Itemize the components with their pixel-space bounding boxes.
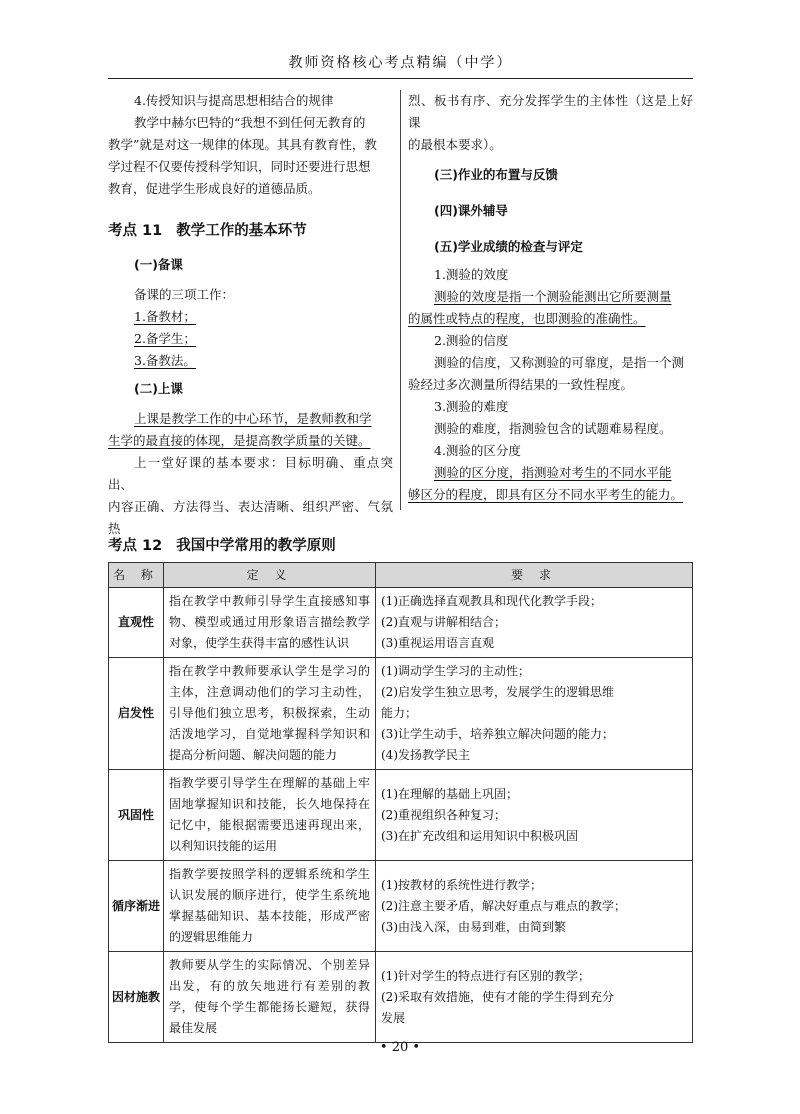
principle-requirements: (1)在理解的基础上巩固； (2)重视组织各种复习； (3)在扩充改组和运用知识中积极巩固: [376, 770, 693, 861]
section-title: 教学工作的基本环节: [176, 223, 307, 239]
column-header-requirements: 要 求: [376, 563, 693, 588]
paragraph-line: 验经过多次测量所得结果的一致性程度。: [408, 377, 634, 392]
principle-requirements: (1)针对学生的特点进行有区别的教学； (2)采取有效措施，使有才能的学生得到充分 发展: [376, 952, 693, 1043]
principle-requirements: (1)按教材的系统性进行教学； (2)注意主要矛盾，解决好重点与难点的教学； (3)由浅入深，由易到难，由简到繁: [376, 861, 693, 952]
header-rule: [108, 78, 693, 79]
principle-definition: 指在教学中教师要承认学生是学习的主体，注意调动他们的学习主动性，引导他们独立思考，积极探索，生动活泼地学习，自觉地掌握科学知识和提高分析问题、解决问题的能力: [164, 658, 376, 770]
paragraph-line: 烈、板书有序、充分发挥学生的主体性（这是上好课: [408, 93, 693, 130]
section-11-heading: [108, 220, 393, 242]
subsection-heading: (三)作业的布置与反馈: [434, 167, 558, 182]
item-heading: 1.测验的效度: [434, 267, 509, 282]
paragraph-line: 的属性或特点的程度，也即测验的准确性。: [408, 311, 646, 326]
table-row: [109, 658, 693, 770]
paragraph-line: 测验的区分度，指测验对考生的不同水平能: [434, 465, 672, 480]
paragraph-line: 内容正确、方法得当、表达清晰、组织严密、气氛热: [108, 499, 393, 536]
law-paragraph-line: 教育，促进学生形成良好的道德品质。: [108, 181, 321, 196]
column-header-name: 名 称: [109, 563, 164, 588]
page-number: • 20 •: [379, 1040, 421, 1055]
item-heading: 4.测验的区分度: [434, 443, 521, 458]
section-number: 考点 12: [108, 538, 163, 554]
principle-requirements: (1)正确选择直观教具和现代化教学手段； (2)直观与讲解相结合； (3)重视运用语言直观: [376, 588, 693, 658]
paragraph-line: 测验的难度，指测验包含的试题难易程度。: [434, 421, 672, 436]
table-row: [109, 588, 693, 658]
list-item: 3.备教法。: [134, 353, 196, 368]
law-paragraph-line: 学过程不仅要传授科学知识，同时还要进行思想: [108, 159, 371, 174]
paragraph-line: 的最根本要求）。: [408, 137, 502, 152]
principle-name: 巩固性: [109, 770, 164, 861]
principle-name: 直观性: [109, 588, 164, 658]
principle-name: 因材施教: [109, 952, 164, 1043]
subsection-heading: (五)学业成绩的检查与评定: [434, 239, 583, 254]
paragraph-line: 上一堂好课的基本要求：目标明确、重点突出、: [108, 455, 393, 492]
paragraph-line: 测验的信度，又称测验的可靠度，是指一个测: [434, 355, 685, 370]
paragraph: 备课的三项工作：: [134, 287, 235, 302]
column-divider: [400, 90, 401, 510]
running-header: 教师资格核心考点精编（中学）: [288, 55, 513, 71]
table-row: [109, 770, 693, 861]
table-header-row: [109, 563, 693, 588]
paragraph-line: 够区分的程度，即具有区分不同水平考生的能力。: [408, 487, 684, 502]
list-item: 1.备教材；: [134, 309, 196, 324]
section-12-heading: [108, 534, 336, 555]
left-column: [108, 90, 393, 540]
principle-name: 循序渐进: [109, 861, 164, 952]
table-row: [109, 952, 693, 1043]
principle-definition: 指教学要引导学生在理解的基础上牢固地掌握知识和技能，长久地保持在记忆中，能根据需要迅速再现出来，以利知识技能的运用: [164, 770, 376, 861]
law-paragraph-line: 教学中赫尔巴特的“我想不到任何无教育的: [134, 115, 366, 130]
law-heading: 4.传授知识与提高思想相结合的规律: [134, 93, 334, 108]
principle-definition: 教师要从学生的实际情况、个别差异出发，有的放矢地进行有差别的教学，使每个学生都能扬长避短，获得最佳发展: [164, 952, 376, 1043]
teaching-principles-table: [108, 562, 693, 1043]
paragraph-line: 上课是教学工作的中心环节，是教师教和学: [134, 411, 372, 426]
paragraph-line: 测验的效度是指一个测验能测出它所要测量: [434, 289, 672, 304]
section-title: 我国中学常用的教学原则: [176, 538, 336, 554]
subsection-heading: (二)上课: [134, 381, 183, 396]
table-row: [109, 861, 693, 952]
principle-requirements: (1)调动学生学习的主动性； (2)启发学生独立思考，发展学生的逻辑思维 能力； (3)让学生动手，培养独立解决问题的能力； (4)发扬教学民主: [376, 658, 693, 770]
principle-definition: 指教学要按照学科的逻辑系统和学生认识发展的顺序进行，使学生系统地掌握基础知识、基本技能，形成严密的逻辑思维能力: [164, 861, 376, 952]
principle-name: 启发性: [109, 658, 164, 770]
column-header-definition: 定 义: [164, 563, 376, 588]
item-heading: 2.测验的信度: [434, 333, 509, 348]
subsection-heading: (一)备课: [134, 257, 183, 272]
list-item: 2.备学生；: [134, 331, 196, 346]
right-column: [408, 90, 693, 506]
law-paragraph-line: 教学”就是对这一规律的体现。其具有教育性，教: [108, 137, 377, 152]
paragraph-line: 生学的最直接的体现，是提高教学质量的关键。: [108, 433, 371, 448]
subsection-heading: (四)课外辅导: [434, 203, 508, 218]
item-heading: 3.测验的难度: [434, 399, 509, 414]
section-number: 考点 11: [108, 223, 163, 239]
principle-definition: 指在教学中教师引导学生直接感知事物、模型或通过用形象语言描绘教学对象，使学生获得丰富的感性认识: [164, 588, 376, 658]
